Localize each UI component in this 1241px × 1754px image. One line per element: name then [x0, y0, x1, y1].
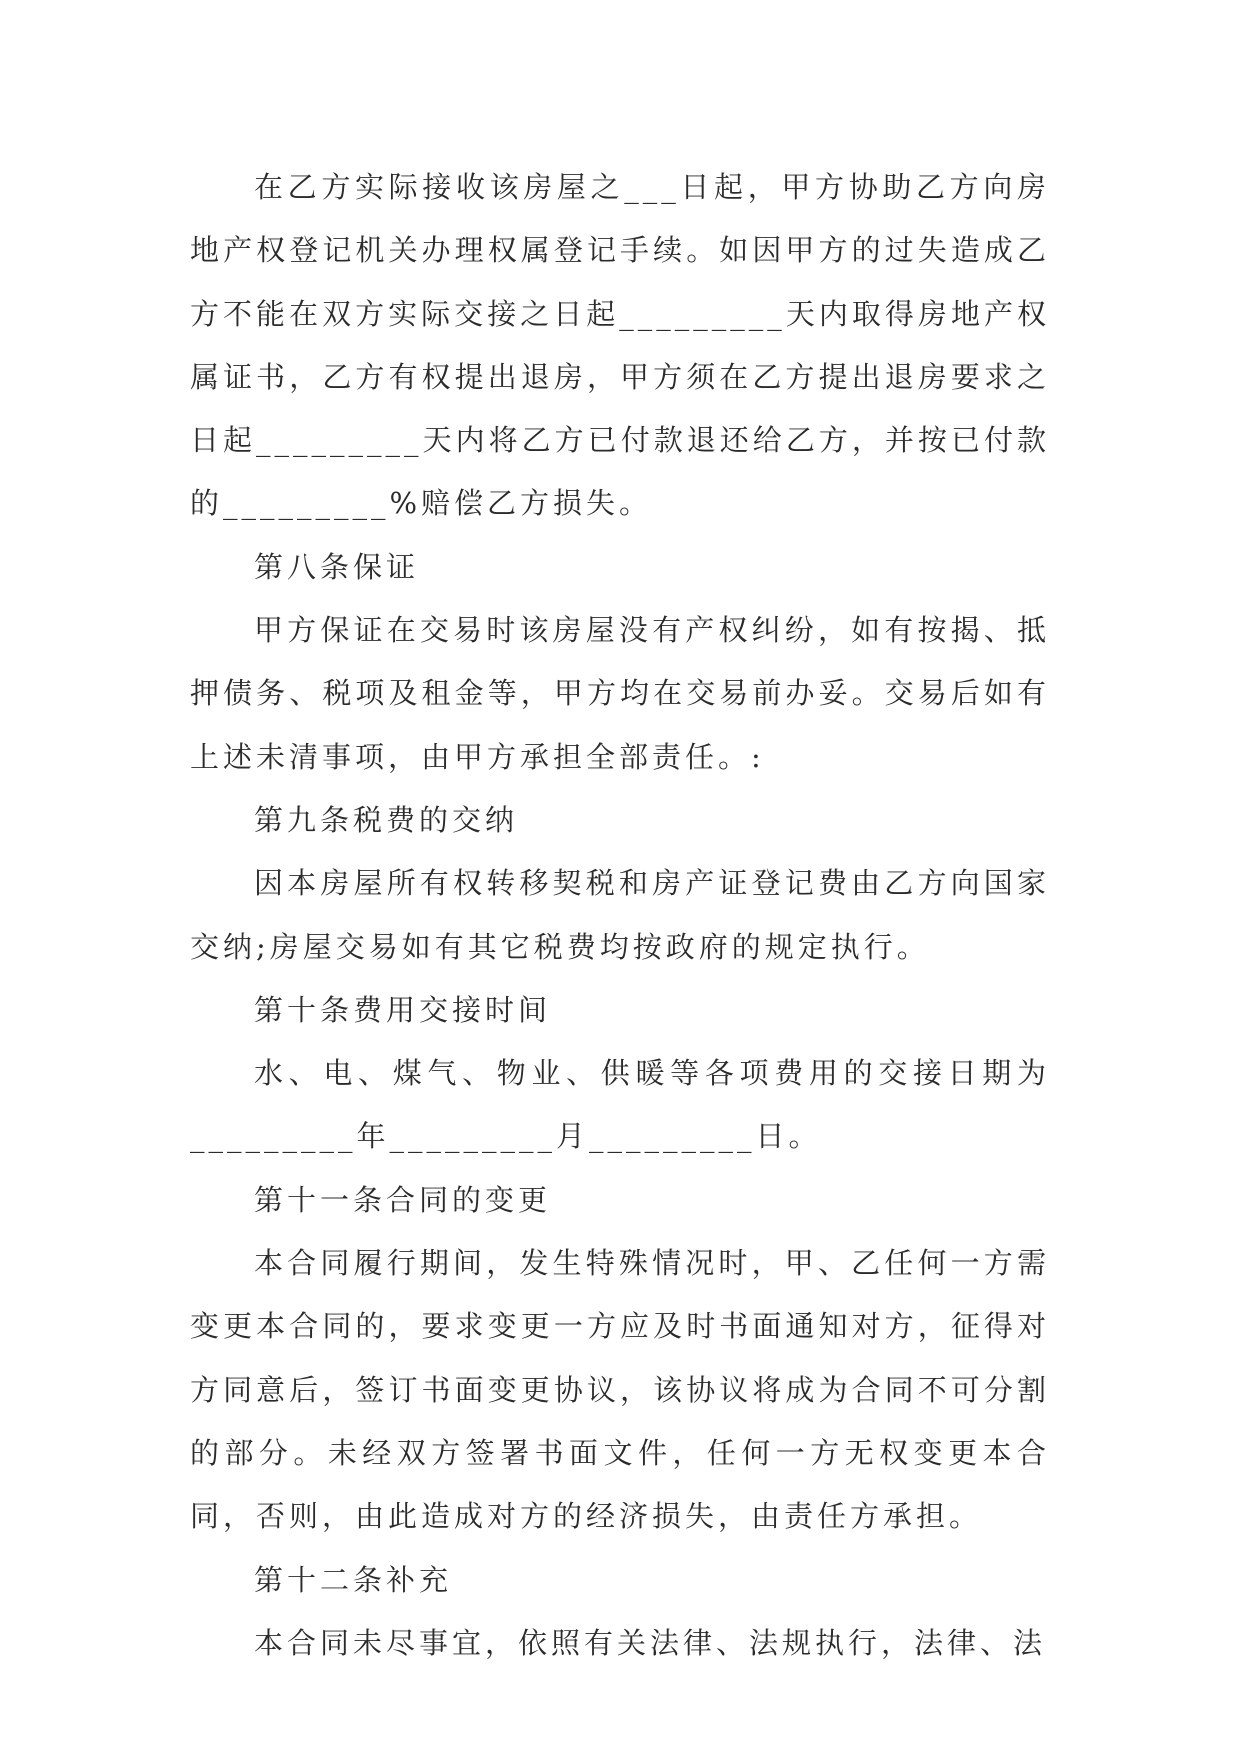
paragraph-taxes: 因本房屋所有权转移契税和房产证登记费由乙方向国家交纳;房屋交易如有其它税费均按政府的规定执行。	[190, 866, 1050, 964]
article-12-heading: 第十二条补充	[254, 1562, 453, 1597]
document-body	[190, 156, 1050, 1675]
article-8-heading: 第八条保证	[254, 549, 420, 584]
article-10-heading: 第十条费用交接时间	[254, 992, 552, 1027]
paragraph-supplement: 本合同未尽事宜，依照有关法律、法规执行，法律、法	[254, 1625, 1047, 1660]
paragraph-guarantee: 甲方保证在交易时该房屋没有产权纠纷，如有按揭、抵押债务、税项及租金等，甲方均在交易前办妥。交易后如有上述未清事项，由甲方承担全部责任。:	[190, 613, 1050, 774]
paragraph-contract-change: 本合同履行期间，发生特殊情况时，甲、乙任何一方需变更本合同的，要求变更一方应及时书面通知对方，征得对方同意后，签订书面变更协议，该协议将成为合同不可分割的部分。未经双方签署书面文件，任何一方无权变更本合同，否则，由此造成对方的经济损失，由责任方承担。	[190, 1246, 1050, 1534]
article-9-heading: 第九条税费的交纳	[254, 802, 519, 837]
article-11-heading: 第十一条合同的变更	[254, 1182, 552, 1217]
paragraph-fee-handover: 水、电、煤气、物业、供暖等各项费用的交接日期为_________年_________月_________日。	[190, 1056, 1050, 1154]
paragraph-registration-clause: 在乙方实际接收该房屋之___日起，甲方协助乙方向房地产权登记机关办理权属登记手续。如因甲方的过失造成乙方不能在双方实际交接之日起_________天内取得房地产权属证书，乙方有权提出退房，甲方须在乙方提出退房要求之日起_________天内将乙方已付款退还给乙方，并按已付款的_________%赔偿乙方损失。	[190, 170, 1050, 521]
